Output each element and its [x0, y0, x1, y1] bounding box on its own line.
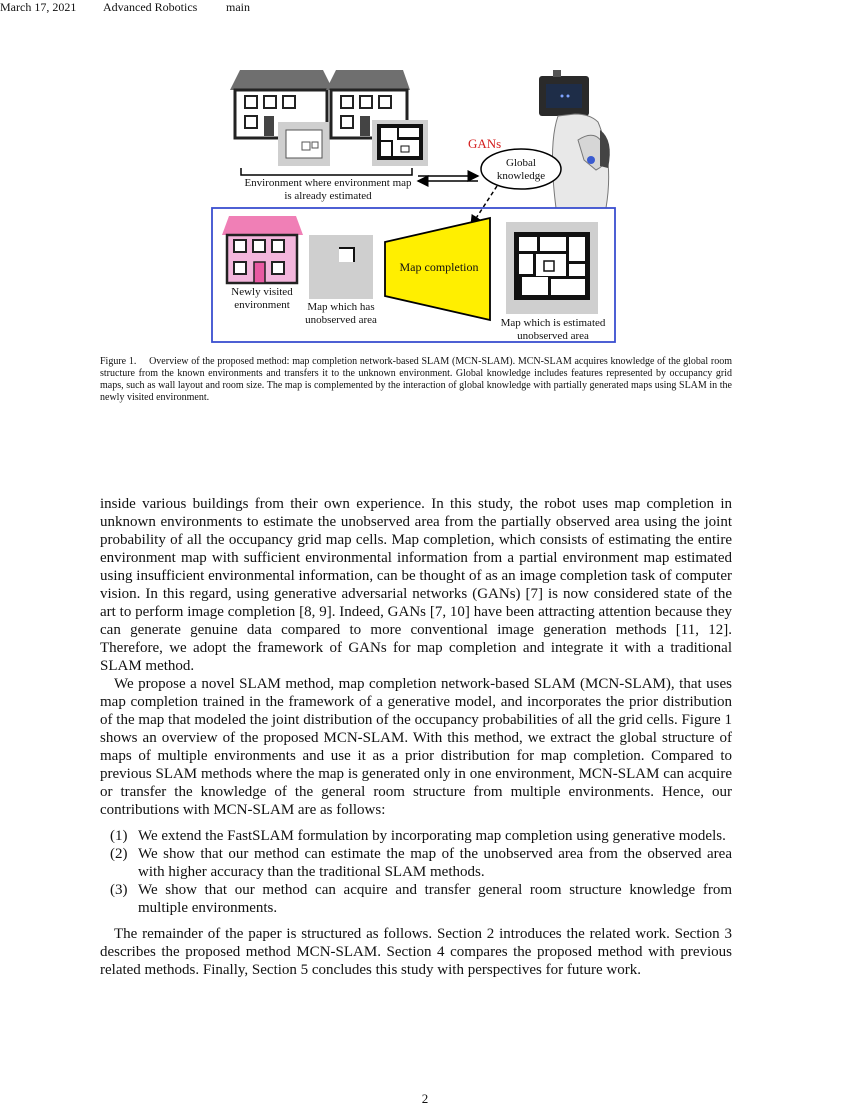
list-item-number: (3)	[110, 882, 128, 898]
paragraph-3: The remainder of the paper is structured as follows. Section 2 introduces the related work. Section 3 describes the proposed method MCN-SLAM. Section 4 compares the proposed method with previous related methods. Finally, Section 5 concludes this study with perspectives for future work.	[100, 926, 732, 978]
figure-1	[0, 0, 850, 350]
list-item-number: (1)	[110, 828, 128, 844]
robot-icon	[539, 70, 610, 208]
global-knowledge-label: Global knowledge	[496, 157, 546, 182]
header-label: main	[226, 0, 250, 14]
completed-map	[506, 222, 598, 314]
known-env-bracket	[241, 168, 412, 175]
list-item	[100, 845, 732, 881]
list-item-text: We show that our method can estimate the map of the unobserved area from the observed area with higher accuracy than the traditional SLAM methods.	[138, 846, 732, 880]
header-date: March 17, 2021	[0, 0, 77, 14]
paragraph-1: inside various buildings from their own experience. In this study, the robot uses map completion in unknown environments to estimate the unobserved area from the partially observed area using the joint probability of all the occupancy grid map cells. Map completion, which consists of estimating the entire environment map with sufficient environmental information from a partial environment map estimated using insufficient environmental information, can be thought of as an image completion task of computer vision. In this regard, using generative adversarial networks (GANs) [7] is now considered state of the art to perform image completion [8, 9]. Indeed, GANs [7, 10] have been attracting attention because they can generate genuine data compared to more conventional image generation methods [11, 12]. Therefore, we adopt the framework of GANs for map completion and integrate it with a traditional SLAM method.	[100, 496, 732, 674]
header-journal: Advanced Robotics	[103, 0, 198, 14]
known-map-1	[278, 122, 330, 166]
map-completion-label: Map completion	[399, 260, 479, 274]
partial-map	[309, 235, 373, 299]
gans-label: GANs	[468, 136, 502, 151]
list-item-text: We extend the FastSLAM formulation by incorporating map completion using generative models.	[138, 828, 726, 844]
newly-visited-label: Newly visited environment	[231, 286, 293, 311]
known-map-2	[372, 120, 428, 166]
list-item-number: (2)	[110, 846, 128, 862]
list-item	[100, 827, 732, 845]
new-house-icon	[222, 216, 303, 283]
contributions-list	[100, 827, 732, 917]
list-item	[100, 881, 732, 917]
list-item-text: We show that our method can acquire and transfer general room structure knowledge from multiple environments.	[138, 882, 732, 916]
paragraph-2: We propose a novel SLAM method, map completion network-based SLAM (MCN-SLAM), that uses map completion trained in the framework of a generative model, and incorporates the prior distribution of the map that modeled the joint distribution of the occupancy probabilities of all the grid cells. Figure 1 shows an overview of the proposed MCN-SLAM. With this method, we extract the global structure of maps of multiple environments and use it as a prior distribution for map completion. Compared to previous SLAM methods where the map is generated only in one environment, MCN-SLAM can acquire or transfer the knowledge of the general room structure from multiple environments. Hence, our contributions with MCN-SLAM are as follows:	[100, 676, 732, 818]
estimated-map-label: Map which is estimated unobserved area	[500, 317, 606, 342]
body-text	[100, 495, 732, 979]
page-number: 2	[421, 1091, 429, 1106]
figure-caption: Figure 1. Overview of the proposed method: map completion network-based SLAM (MCN-SLAM). MCN-SLAM acquires knowledge of the global room structure from the known environments and transfers it to the unknown environment. Global knowledge includes features represented by occupancy grid maps, such as wall layout and room size. The map is complemented by the interaction of global knowledge with partially generated maps using SLAM in the newly visited environment.	[100, 356, 732, 403]
known-env-caption: Environment where environment map is already estimated	[244, 177, 412, 202]
unobserved-map-label: Map which has unobserved area	[305, 301, 377, 326]
figure-diagram	[0, 0, 850, 350]
